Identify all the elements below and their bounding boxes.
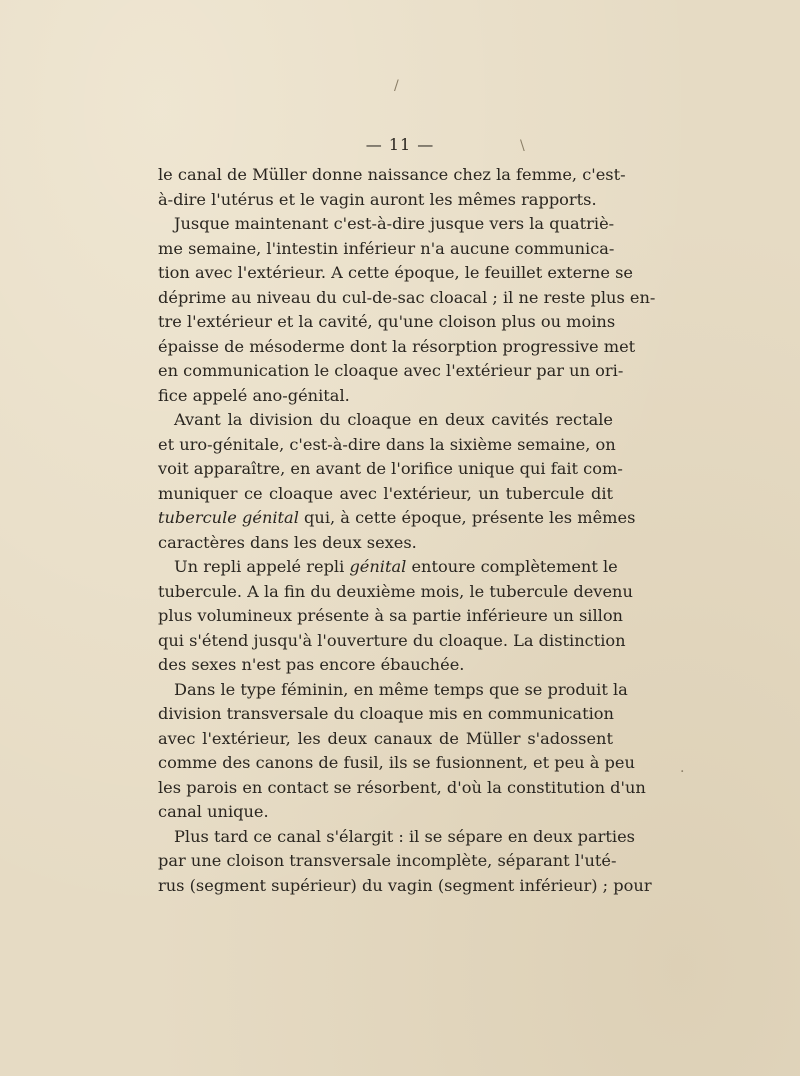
text-line: en communication le cloaque avec l'extérieur par un ori-	[158, 361, 624, 380]
text-line: Un repli appelé repli génital entoure complètement le	[174, 557, 618, 576]
text-line: tre l'extérieur et la cavité, qu'une cloison plus ou moins	[158, 312, 616, 331]
text-line: division transversale du cloaque mis en communication	[158, 704, 614, 723]
text-line: qui s'étend jusqu'à l'ouverture du cloaque. La distinction	[158, 630, 626, 650]
stray-mark: .	[680, 760, 685, 776]
text-line: canal unique.	[158, 802, 269, 821]
text-line: comme des canons de fusil, ils se fusionnent, et peu à peu	[158, 753, 635, 772]
text-line: et uro-génitale, c'est-à-dire dans la sixième semaine, on	[158, 434, 616, 454]
text-line: fice appelé ano-génital.	[158, 385, 350, 405]
text-line: Avant la division du cloaque en deux cavités rectale	[174, 410, 613, 429]
text-line: déprime au niveau du cul-de-sac cloacal ; il ne reste plus en-	[158, 287, 656, 307]
text-line: des sexes n'est pas encore ébauchée.	[158, 655, 465, 674]
text-line: tubercule génital qui, à cette époque, présente les mêmes	[158, 508, 636, 527]
text-line: par une cloison transversale incomplète, séparant l'uté-	[158, 851, 617, 870]
text-line: Plus tard ce canal s'élargit : il se sépare en deux parties	[174, 826, 635, 846]
text-line: Jusque maintenant c'est-à-dire jusque vers la quatriè-	[174, 214, 615, 233]
body-text	[158, 163, 656, 898]
text-line: tion avec l'extérieur. A cette époque, le feuillet externe se	[158, 263, 633, 282]
text-line: les parois en contact se résorbent, d'où la constitution d'un	[158, 777, 646, 797]
text-line: Dans le type féminin, en même temps que se produit la	[174, 679, 628, 699]
text-line: muniquer ce cloaque avec l'extérieur, un tubercule dit	[158, 483, 613, 503]
text-line: avec l'extérieur, les deux canaux de Müller s'adossent	[158, 728, 613, 748]
text-line: rus (segment supérieur) du vagin (segment inférieur) ; pour	[158, 875, 652, 895]
stray-mark: \	[520, 138, 525, 154]
text-line: plus volumineux présente à sa partie inférieure un sillon	[158, 606, 623, 625]
text-line: tubercule. A la fin du deuxième mois, le tubercule devenu	[158, 581, 633, 601]
text-line: voit apparaître, en avant de l'orifice unique qui fait com-	[158, 459, 623, 478]
text-line: me semaine, l'intestin inférieur n'a aucune communica-	[158, 238, 615, 258]
text-line: le canal de Müller donne naissance chez la femme, c'est-	[158, 165, 626, 184]
text-line: épaisse de mésoderme dont la résorption progressive met	[158, 336, 636, 356]
text-line: à-dire l'utérus et le vagin auront les mêmes rapports.	[158, 189, 597, 209]
page-number: — 11 —	[365, 135, 435, 154]
text-line: caractères dans les deux sexes.	[158, 532, 417, 552]
stray-mark: /	[394, 78, 399, 94]
